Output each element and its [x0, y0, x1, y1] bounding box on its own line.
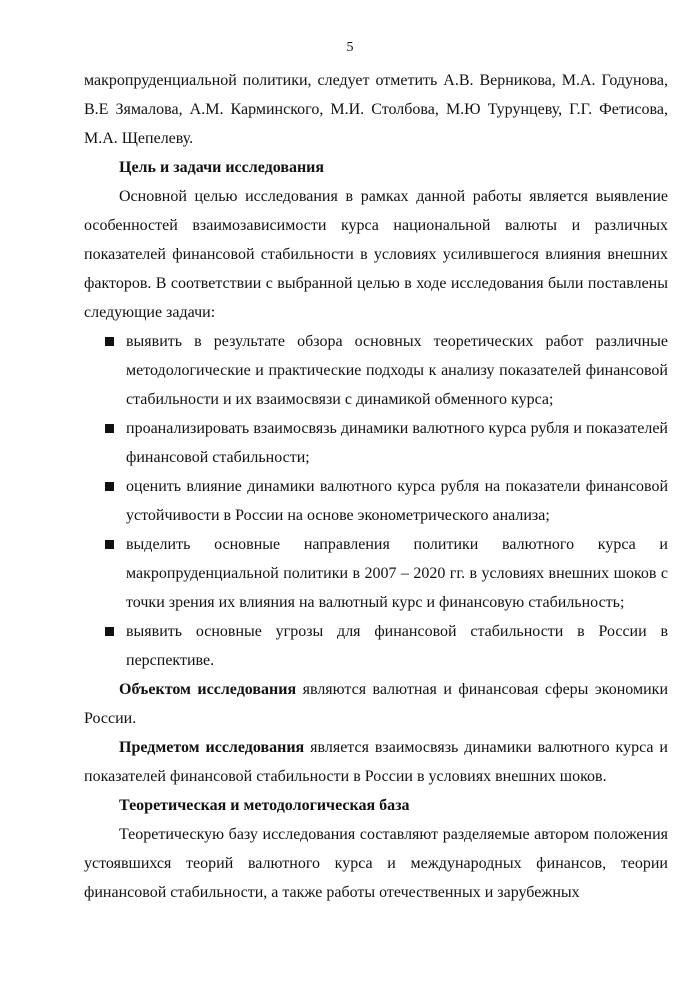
- task-text: выявить в результате обзора основных теоретических работ различные методологические и практические подходы к анализу показателей финансовой стабильности и их взаимосвязи с динамикой обменного курса;: [126, 333, 668, 408]
- square-bullet-icon: [105, 337, 114, 346]
- goals-heading: Цель и задачи исследования: [119, 159, 325, 176]
- list-item: [84, 472, 668, 530]
- task-text: выделить основные направления политики валютного курса и макропруденциальной политики в 2007 – 2020 гг. в условиях внешних шоков с точки зрения их влияния на валютный курс и финансовую стабильность;: [126, 536, 668, 611]
- subject-text: является взаимосвязь динамики валютного курса и показателей финансовой стабильности в России в условиях внешних шоков.: [84, 739, 668, 785]
- page-number: 5: [346, 40, 354, 55]
- square-bullet-icon: [105, 540, 114, 549]
- theory-paragraph: Теоретическую базу исследования составляют разделяемые автором положения устоявшихся теорий валютного курса и международных финансов, теории финансовой стабильности, а также работы отечественных и зарубежных: [84, 826, 668, 901]
- subject-term: Предметом исследования: [119, 739, 305, 756]
- list-item: [84, 617, 668, 675]
- subject-paragraph: [84, 733, 668, 791]
- square-bullet-icon: [105, 482, 114, 491]
- tasks-list: [84, 327, 668, 675]
- goals-paragraph: Основной целью исследования в рамках данной работы является выявление особенностей взаимозависимости курса национальной валюты и различных показателей финансовой стабильности в условиях усилившегося влияния внешних факторов. В соответствии с выбранной целью в ходе исследования были поставлены следующие задачи:: [84, 188, 668, 321]
- task-text: проанализировать взаимосвязь динамики валютного курса рубля и показателей финансовой стабильности;: [126, 420, 668, 466]
- task-text: оценить влияние динамики валютного курса рубля на показатели финансовой устойчивости в России на основе эконометрического анализа;: [126, 478, 668, 524]
- object-paragraph: [84, 675, 668, 733]
- list-item: [84, 414, 668, 472]
- task-text: выявить основные угрозы для финансовой стабильности в России в перспективе.: [126, 623, 668, 669]
- document-body: [84, 66, 668, 907]
- square-bullet-icon: [105, 627, 114, 636]
- theory-heading: Теоретическая и методологическая база: [119, 797, 410, 814]
- list-item: [84, 327, 668, 414]
- square-bullet-icon: [105, 424, 114, 433]
- object-term: Объектом исследования: [119, 681, 297, 698]
- intro-continuation-paragraph: макропруденциальной политики, следует отметить А.В. Верникова, М.А. Годунова, В.Е Зямалова, А.М. Карминского, М.И. Столбова, М.Ю Турунцеву, Г.Г. Фетисова, М.А. Щепелеву.: [84, 72, 668, 147]
- list-item: [84, 530, 668, 617]
- object-text: являются валютная и финансовая сферы экономики России.: [84, 681, 669, 727]
